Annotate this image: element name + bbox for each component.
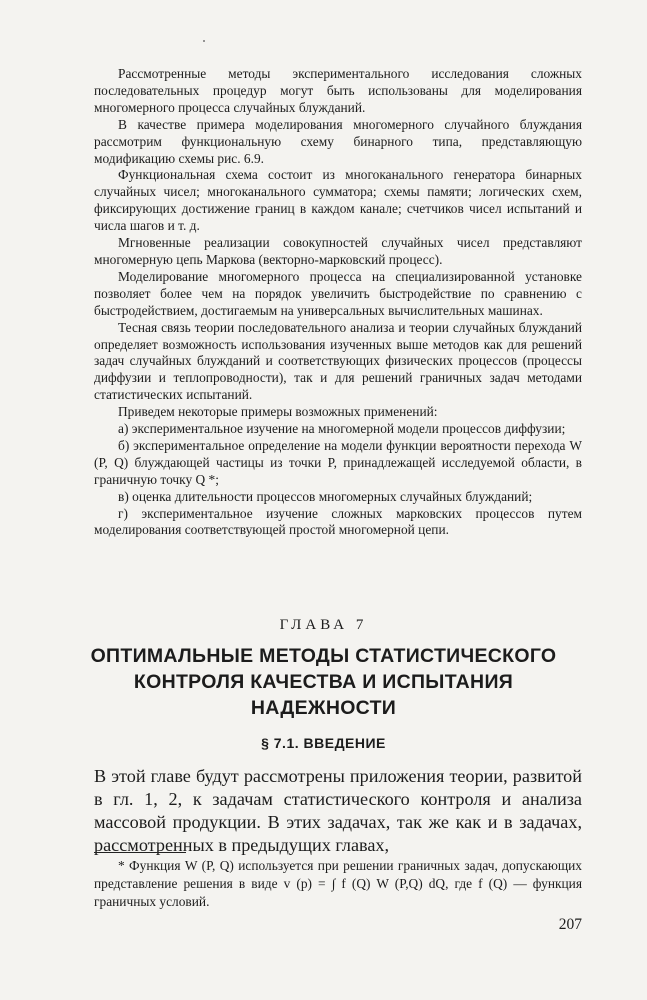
chapter-intro-paragraph: В этой главе будут рассмотрены приложения теории, развитой в гл. 1, 2, к задачам статистического контроля и анализа массовой продукции. В этих задачах, так же как и в задачах, рассмотренных в предыдущих главах, [94, 766, 582, 855]
footnote [94, 857, 582, 911]
paragraph-3: Функциональная схема состоит из многоканального генератора бинарных случайных чисел; многоканального сумматора; схемы памяти; логических схем, фиксирующих достижение границ в каждом канале; счетчиков чисел испытаний и числа шагов и т. д. [94, 167, 582, 234]
footnote-text: * Функция W (P, Q) используется при решении граничных задач, допускающих представление решения в виде v (p) = ∫ f (Q) W (P,Q) dQ, где f (Q) — функция граничных условий. [94, 858, 582, 909]
list-item-b: б) экспериментальное определение на модели функции вероятности перехода W (P, Q) блуждающей частицы из точки P, принадлежащей исследуемой области, в граничную точку Q *; [94, 437, 582, 487]
page-number: 207 [558, 916, 582, 933]
chapter-title-line-1: ОПТИМАЛЬНЫЕ МЕТОДЫ СТАТИСТИЧЕСКОГО [90, 645, 557, 667]
paragraph-2: В качестве примера моделирования многомерного случайного блуждания рассмотрим функциональную схему бинарного типа, представляющую модификацию схемы рис. 6.9. [94, 116, 582, 166]
chapter-title-line-2: КОНТРОЛЯ КАЧЕСТВА И ИСПЫТАНИЯ [133, 671, 514, 693]
paragraph-1: Рассмотренные методы экспериментального исследования сложных последовательных процедур могут быть использованы для моделирования многомерного процесса случайных блужданий. [94, 66, 582, 115]
paragraph-7: Приведем некоторые примеры возможных применений: [118, 404, 438, 420]
paragraph-6: Тесная связь теории последовательного анализа и теории случайных блужданий определяет возможность использования изученных выше методов как для решений задач случайных блужданий и соответствующих физических процессов (процессы диффузии и теплопроводности), так и для решений граничных задач методами статистических испытаний. [94, 319, 582, 403]
section-title: § 7.1. ВВЕДЕНИЕ [261, 735, 386, 751]
chapter-title-line-3: НАДЕЖНОСТИ [250, 697, 397, 719]
list-item-a: а) экспериментальное изучение на многомерной модели процессов диффузии; [118, 421, 566, 437]
list-item-c: в) оценка длительности процессов многомерных случайных блужданий; [118, 488, 533, 504]
footnote-divider [94, 852, 186, 853]
chapter-body-text [94, 765, 582, 857]
upper-text-block [94, 66, 582, 539]
chapter-title [60, 643, 587, 721]
print-speck [203, 40, 205, 42]
chapter-label: ГЛАВА 7 [279, 617, 368, 633]
list-item-d: г) экспериментальное изучение сложных марковских процессов путем моделирования соответствующей простой многомерной цепи. [94, 505, 582, 538]
paragraph-5: Моделирование многомерного процесса на специализированной установке позволяет более чем на порядок увеличить быстродействие по сравнению с быстродействием, достигаемым на универсальных вычислительных машинах. [94, 268, 582, 318]
paragraph-4: Мгновенные реализации совокупностей случайных чисел представляют многомерную цепь Маркова (векторно-марковский процесс). [94, 235, 582, 267]
